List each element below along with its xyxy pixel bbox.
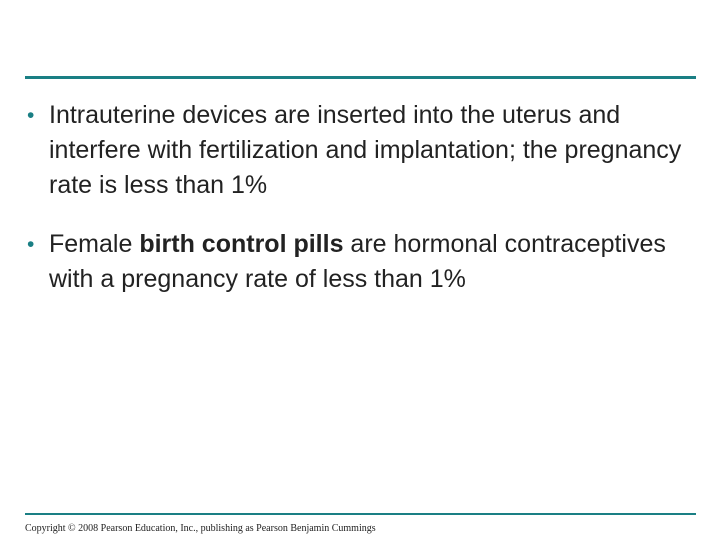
bullet-item-birth-control-pills [24,227,704,297]
bullet-text [49,227,704,297]
bullet-item-intrauterine-devices [24,98,704,203]
bullet-dot-icon: • [27,233,35,256]
bullet-text: Intrauterine devices are inserted into the uterus and interfere with fertilization and implantation; the pregnancy rate is less than 1% [49,101,682,199]
bottom-divider [25,513,696,515]
bullet-text-lead: Female [49,230,140,258]
top-divider [25,76,696,79]
bullet-text-rest: are hormonal contraceptives with a pregnancy rate of less than 1% [49,230,666,293]
copyright-footer: Copyright © 2008 Pearson Education, Inc., publishing as Pearson Benjamin Cummings [25,523,376,534]
bold-term: birth control pills [139,230,344,258]
bullet-list [24,98,704,321]
bullet-dot-icon: • [27,104,35,127]
